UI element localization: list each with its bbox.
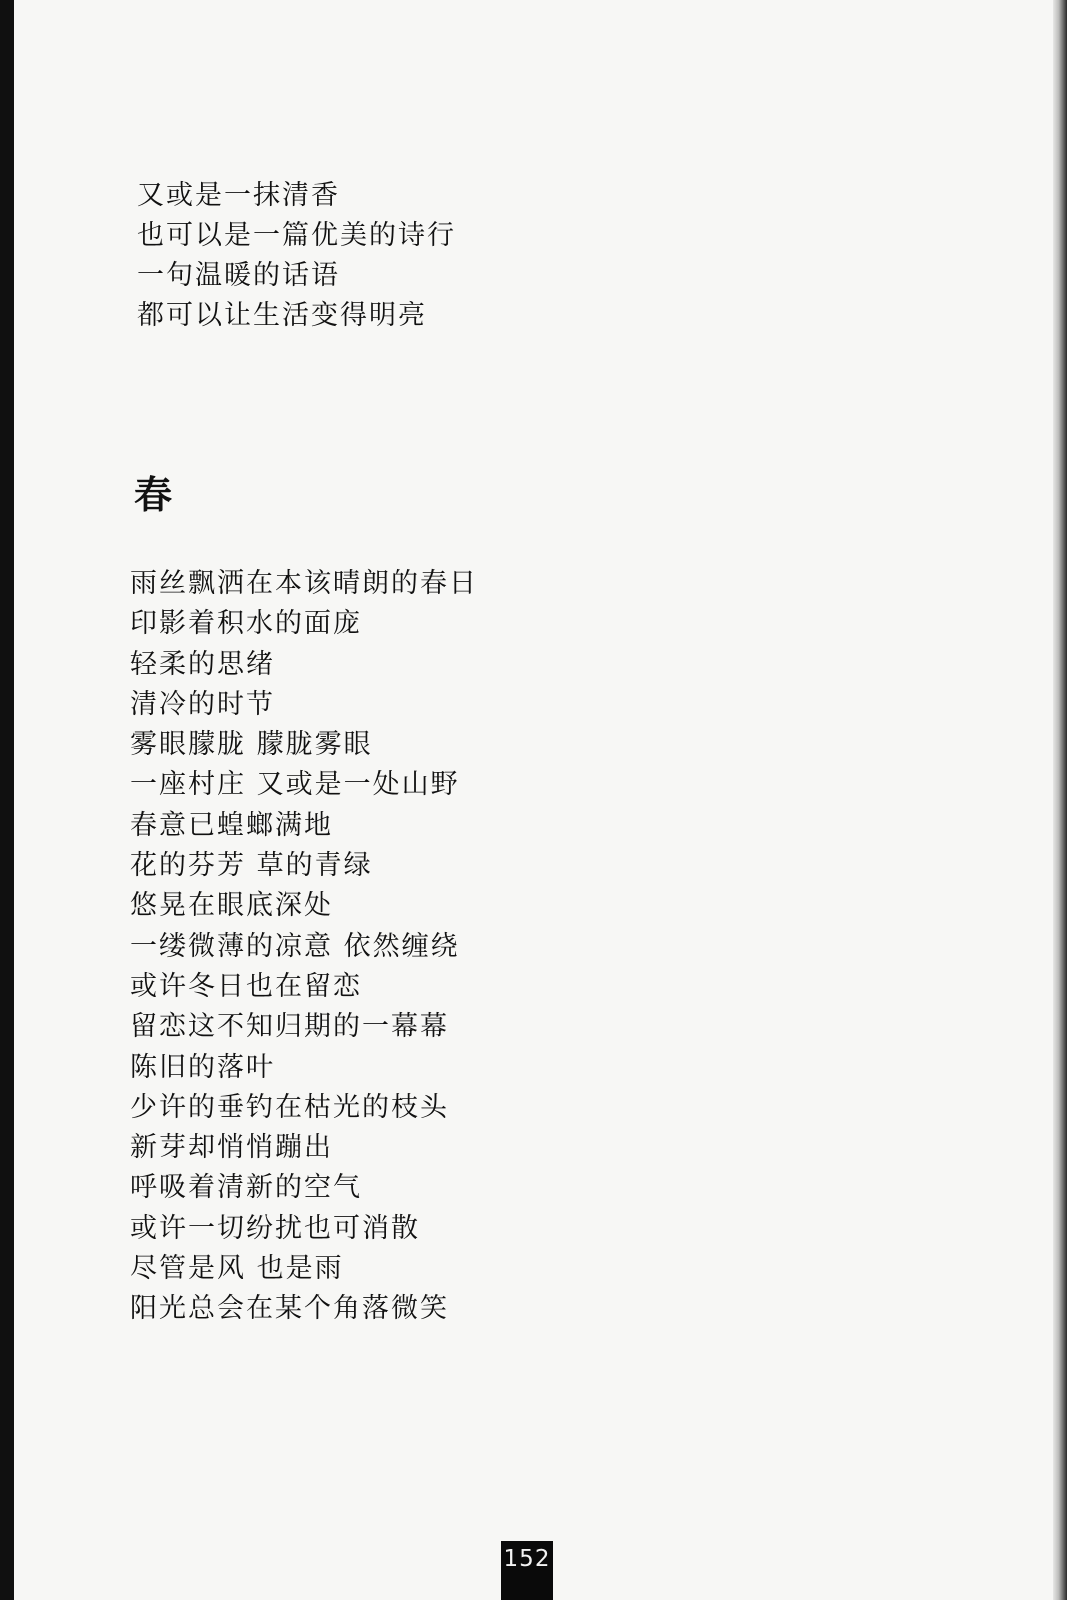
scan-right-edge bbox=[1053, 0, 1067, 1600]
stanza-line: 也可以是一篇优美的诗行 bbox=[137, 220, 456, 251]
previous-poem-stanza bbox=[137, 176, 456, 336]
stanza-line: 一句温暖的话语 bbox=[137, 260, 340, 291]
poem-line: 花的芬芳 草的青绿 bbox=[130, 850, 373, 882]
poem-line: 悠晃在眼底深处 bbox=[130, 890, 333, 922]
poem-line: 陈旧的落叶 bbox=[130, 1051, 275, 1083]
page-number: 152 bbox=[501, 1541, 553, 1600]
poem-line: 春意已蝗螂满地 bbox=[130, 809, 333, 841]
poem-line: 留恋这不知归期的一幕幕 bbox=[130, 1011, 449, 1043]
poem-line: 印影着积水的面庞 bbox=[130, 608, 362, 640]
poem-line: 尽管是风 也是雨 bbox=[130, 1253, 344, 1285]
poem-line: 一座村庄 又或是一处山野 bbox=[130, 769, 460, 801]
poem-line: 少许的垂钓在枯光的枝头 bbox=[130, 1091, 449, 1123]
poem-line: 呼吸着清新的空气 bbox=[130, 1172, 362, 1204]
poem-line: 一缕微薄的凉意 依然缠绕 bbox=[130, 930, 460, 962]
poem-line: 新芽却悄悄蹦出 bbox=[130, 1132, 333, 1164]
poem-line: 轻柔的思绪 bbox=[130, 648, 275, 680]
poem-line: 或许一切纷扰也可消散 bbox=[130, 1212, 420, 1244]
poem-line: 雨丝飘洒在本该晴朗的春日 bbox=[130, 568, 478, 599]
scan-left-edge bbox=[0, 0, 14, 1600]
poem-line: 或许冬日也在留恋 bbox=[130, 970, 362, 1002]
stanza-line: 都可以让生活变得明亮 bbox=[137, 300, 427, 331]
poem-title: 春 bbox=[134, 473, 173, 517]
poem-body bbox=[130, 564, 478, 1330]
poem-line: 雾眼朦胧 朦胧雾眼 bbox=[130, 729, 373, 761]
stanza-line: 又或是一抹清香 bbox=[137, 180, 340, 211]
poem-line: 阳光总会在某个角落微笑 bbox=[130, 1293, 449, 1325]
poem-line: 清冷的时节 bbox=[130, 688, 275, 720]
